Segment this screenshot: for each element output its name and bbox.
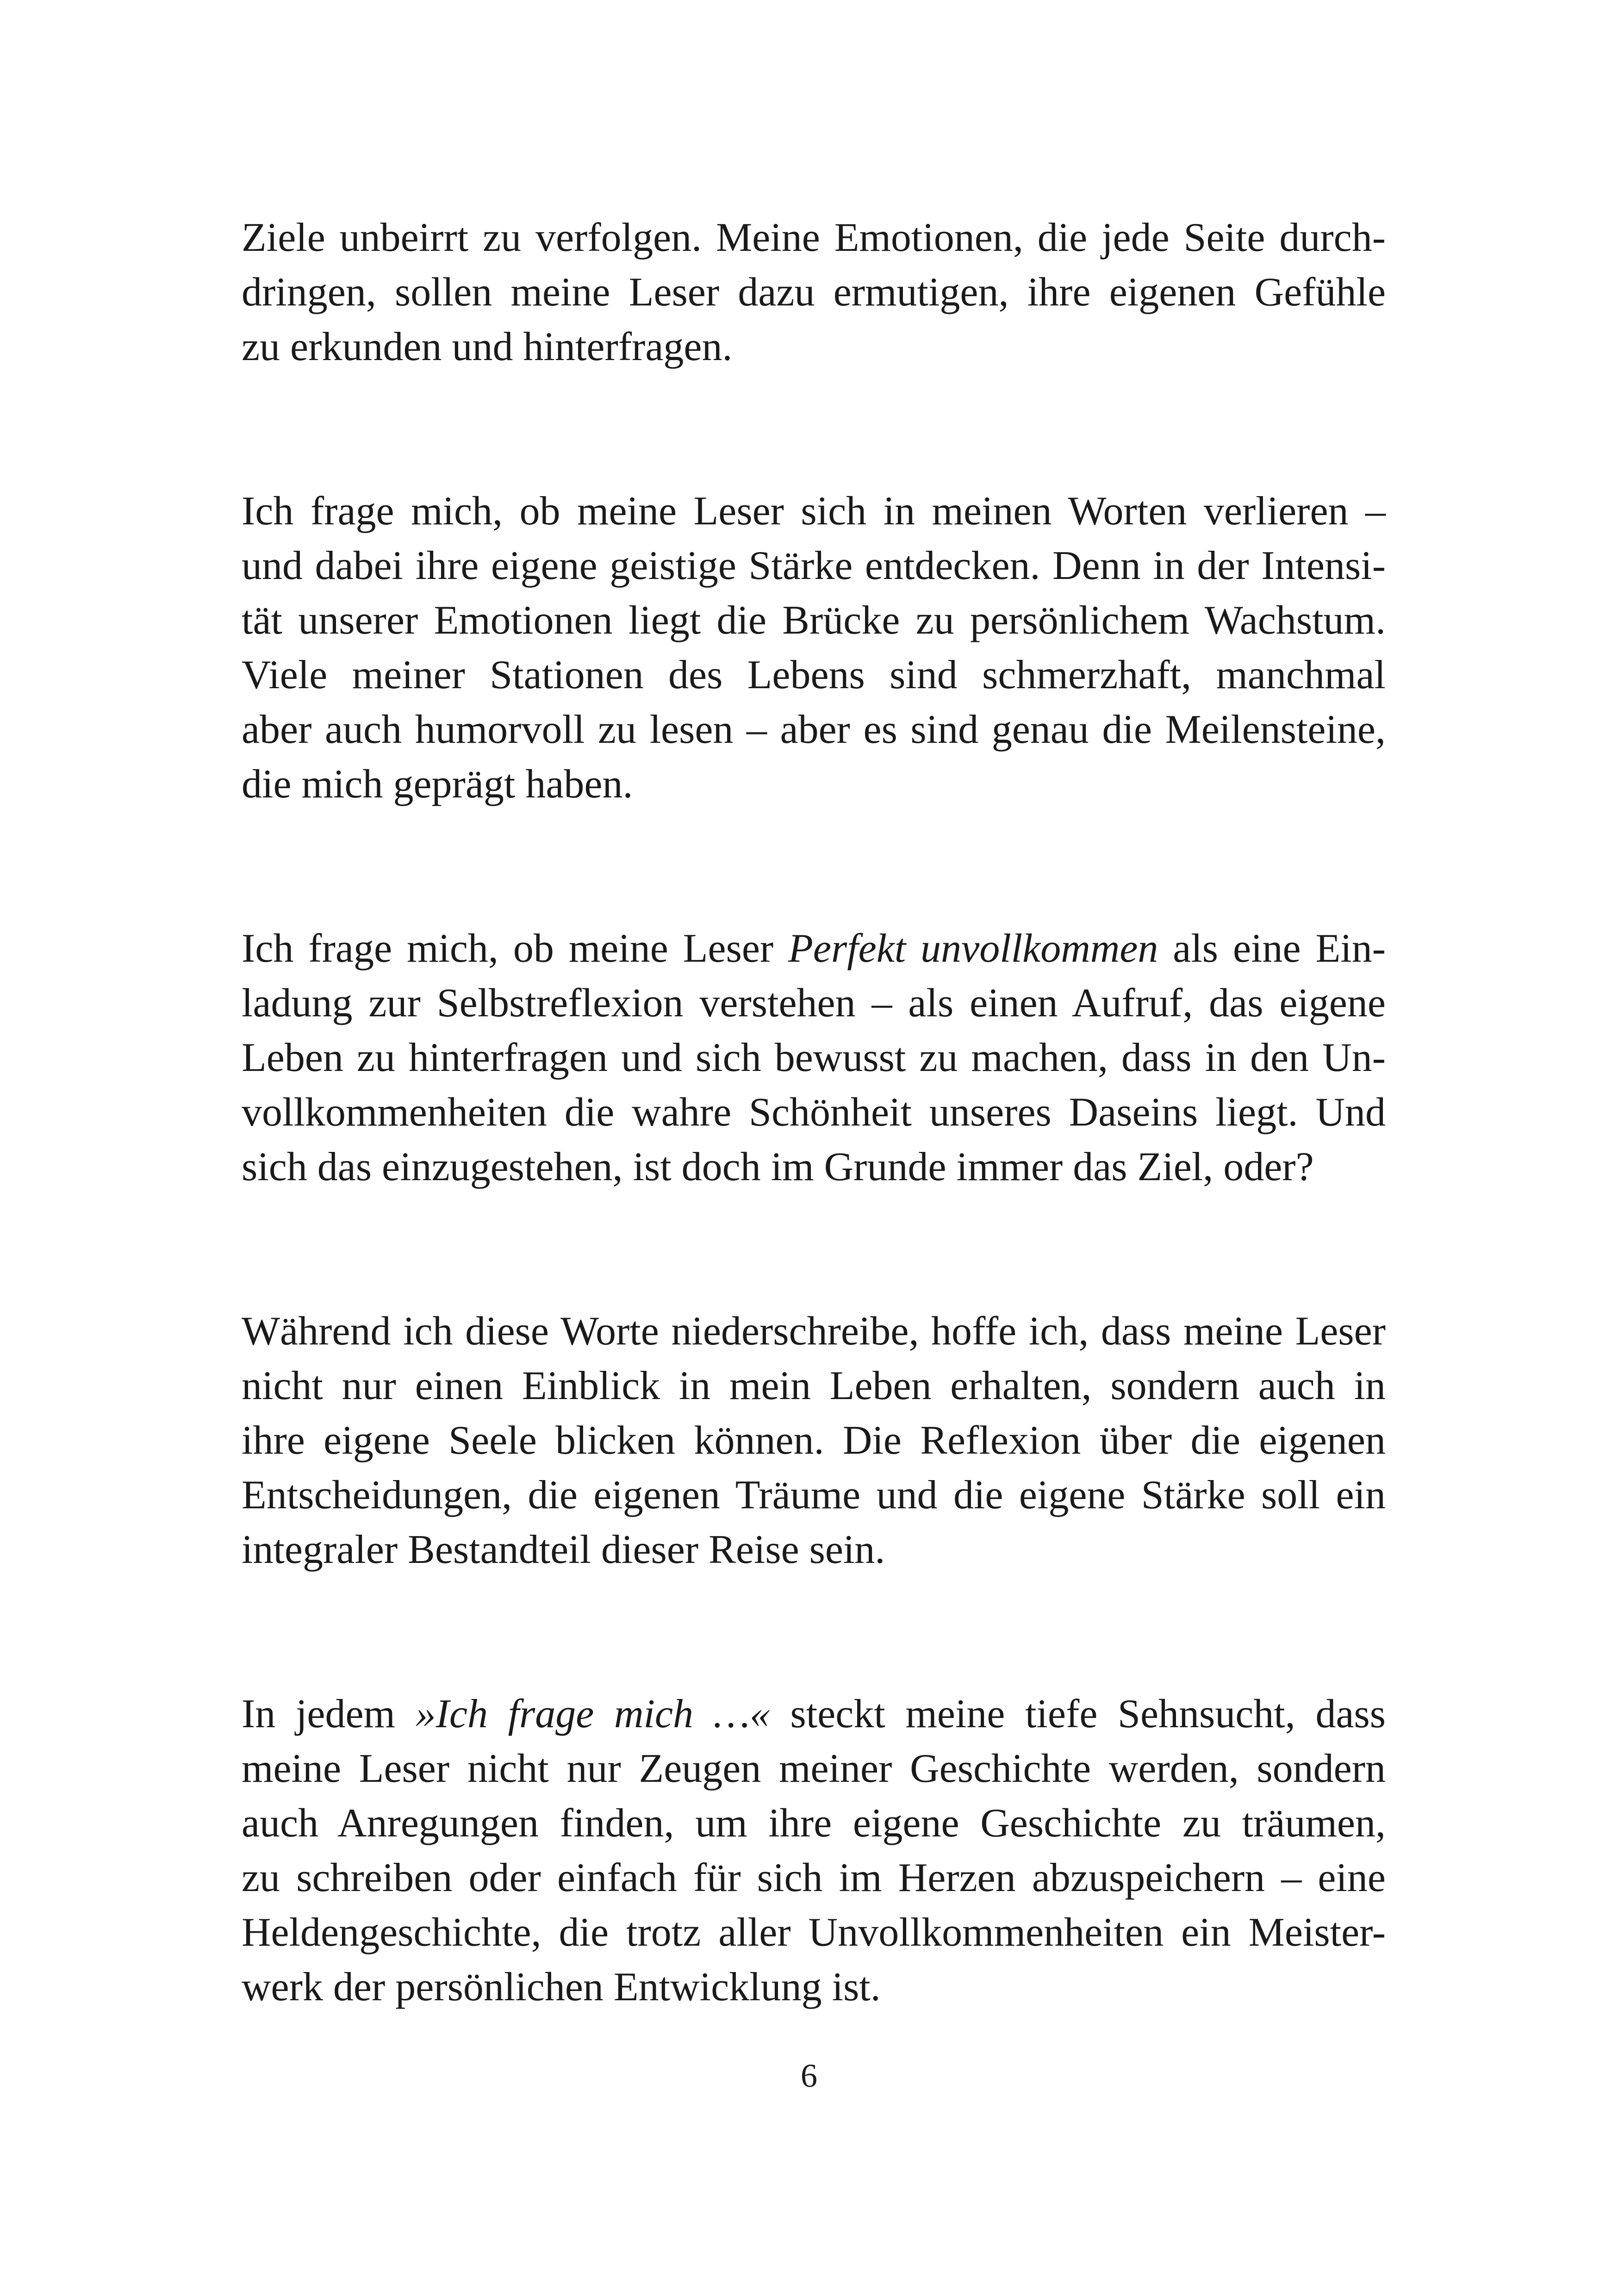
- paragraph: [242, 1687, 1386, 2015]
- text-line: [242, 1031, 1386, 1085]
- text-segment: Heldengeschichte, die trotz aller Unvollkommenheiten ein Meister-: [242, 1910, 1386, 1955]
- text-line: [242, 211, 1386, 265]
- text-line: [242, 539, 1386, 593]
- text-line: [242, 921, 1386, 976]
- paragraph: [242, 1304, 1386, 1577]
- text-line: [242, 1905, 1386, 1960]
- text-line: [242, 1796, 1386, 1851]
- text-segment: Ich frage mich, ob meine Leser sich in meinen Worten verlieren –: [242, 489, 1386, 534]
- text-segment: zu erkunden und hinterfragen.: [242, 324, 733, 369]
- text-segment: die mich geprägt haben.: [242, 762, 633, 807]
- text-segment: tät unserer Emotionen liegt die Brücke zu persönlichem Wachstum.: [242, 598, 1386, 643]
- text-line: [242, 703, 1386, 757]
- text-segment: Entscheidungen, die eigenen Träume und die eigene Stärke soll ein: [242, 1473, 1386, 1518]
- text-segment: zu schreiben oder einfach für sich im Herzen abzuspeichern – eine: [242, 1855, 1386, 1900]
- text-line: [242, 320, 1386, 374]
- text-segment: aber auch humorvoll zu lesen – aber es sind genau die Meilensteine,: [242, 707, 1386, 752]
- text-line: [242, 1085, 1386, 1140]
- text-line: [242, 1523, 1386, 1577]
- text-line: [242, 648, 1386, 703]
- text-line: [242, 484, 1386, 539]
- text-segment: ihre eigene Seele blicken können. Die Reflexion über die eigenen: [242, 1418, 1386, 1463]
- paragraph: [242, 921, 1386, 1195]
- text-segment: Ich frage mich, ob meine Leser: [242, 926, 789, 971]
- text-line: [242, 1413, 1386, 1468]
- text-segment: Während ich diese Worte niederschreibe, hoffe ich, dass meine Leser: [242, 1309, 1386, 1354]
- italic-text: Perfekt unvollkommen: [788, 926, 1158, 971]
- text-line: [242, 1304, 1386, 1359]
- text-segment: ladung zur Selbstreflexion verstehen – als einen Aufruf, das eigene: [242, 981, 1386, 1026]
- text-line: [242, 593, 1386, 648]
- body-text: [242, 211, 1386, 2015]
- paragraph: [242, 484, 1386, 812]
- text-line: [242, 1359, 1386, 1413]
- text-segment: und dabei ihre eigene geistige Stärke entdecken. Denn in der Intensi-: [242, 543, 1386, 588]
- text-line: [242, 1140, 1386, 1195]
- text-line: [242, 1468, 1386, 1523]
- paragraph: [242, 211, 1386, 374]
- text-line: [242, 757, 1386, 812]
- text-segment: auch Anregungen finden, um ihre eigene Geschichte zu träumen,: [242, 1801, 1386, 1846]
- text-line: [242, 1687, 1386, 1742]
- text-segment: nicht nur einen Einblick in mein Leben erhalten, sondern auch in: [242, 1363, 1386, 1408]
- text-segment: dringen, sollen meine Leser dazu ermutigen, ihre eigenen Gefühle: [242, 270, 1386, 315]
- text-segment: In jedem: [242, 1692, 416, 1736]
- text-segment: vollkommenheiten die wahre Schönheit unseres Daseins liegt. Und: [242, 1090, 1386, 1135]
- text-line: [242, 976, 1386, 1031]
- text-segment: meine Leser nicht nur Zeugen meiner Geschichte werden, sondern: [242, 1746, 1386, 1791]
- text-segment: Viele meiner Stationen des Lebens sind schmerzhaft, manchmal: [242, 653, 1386, 697]
- text-line: [242, 1960, 1386, 2015]
- text-line: [242, 1851, 1386, 1905]
- italic-text: »Ich frage mich …«: [415, 1692, 770, 1736]
- text-segment: Ziele unbeirrt zu verfolgen. Meine Emotionen, die jede Seite durch-: [242, 215, 1386, 260]
- text-segment: steckt meine tiefe Sehnsucht, dass: [770, 1692, 1386, 1736]
- text-segment: sich das einzugestehen, ist doch im Grunde immer das Ziel, oder?: [242, 1145, 1314, 1189]
- text-line: [242, 1742, 1386, 1796]
- text-segment: Leben zu hinterfragen und sich bewusst zu machen, dass in den Un-: [242, 1035, 1386, 1080]
- text-segment: integraler Bestandteil dieser Reise sein.: [242, 1527, 885, 1572]
- text-segment: werk der persönlichen Entwicklung ist.: [242, 1965, 881, 2010]
- text-segment: als eine Ein-: [1158, 926, 1386, 971]
- text-line: [242, 265, 1386, 320]
- page-number: 6: [801, 2057, 817, 2094]
